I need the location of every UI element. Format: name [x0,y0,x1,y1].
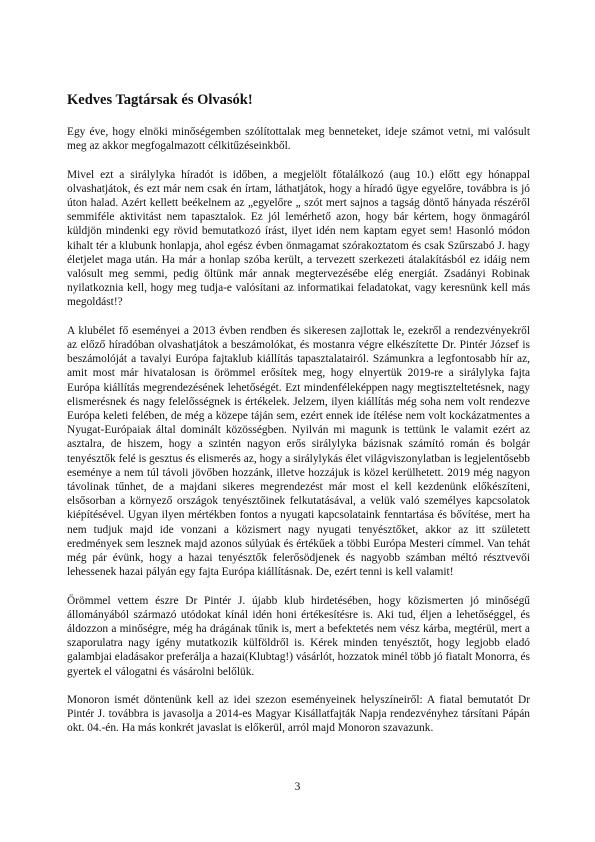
letter-body [67,125,530,750]
paragraph-2: Mivel ezt a sirálylyka híradót is időben, a megjelölt főtalálkozó (aug 10.) előtt egy hónappal olvashatjátok, és ezt már nem csak én írtam, láthatjátok, hogy a híradó ügye egyelőre, továbbra is jó úton halad. Azért kellett beékelnem az „egyelőre „ szót mert sajnos a tagság döntő hányada részéről semmiféle aktivitást nem tapasztalok. Ez jól lemérhető azon, hogy bár kértem, hogy önmagáról küldjön mindenki egy rövid bemutatkozó írást, ilyet idén nem kaptam egyet sem! Hasonló módon kihalt tér a klubunk honlapja, ahol egész évben önmagamat szórakoztatom és csak Szűrszabó J. hagy életjelet maga után. Ha már a honlap szóba került, a tervezett szerkezeti átalakításból ez idáig nem valósult meg semmi, pedig öltünk már annak megtervezésébe elég energiát. Zsadányi Robinak nyilatkoznia kell, hogy meg tudja-e valósítani az informatikai feladatokat, vagy keresnünk kell más megoldást!? [67,168,530,309]
page-number: 3 [294,781,301,793]
paragraph-4: Örömmel vettem észre Dr Pintér J. újabb klub hirdetésében, hogy közismerten jó minőségű állományából származó utódokat kínál idén honi értékesítésre is. Aki tud, éljen a lehetőséggel, és áldozzon a minőségre, még ha drágának tűnik is, mert a befektetés nem vész kárba, megtérül, mert a szaporulatra nagy igény mutatkozik külföldről is. Kérek minden tenyésztőt, hogy legjobb eladó galambjai eladásakor preferálja a hazai(Klubtag!) vásárlót, hozzatok minél több jó fiatalt Monorra, és gyertek el válogatni és vásárolni belőlük. [67,594,530,678]
letter-title: Kedves Tagtársak és Olvasók! [67,92,253,108]
paragraph-5: Monoron ismét döntenünk kell az idei szezon eseményeinek helyszíneiről: A fiatal bemutatót Dr Pintér J. továbbra is javasolja a 2014-es Magyar Kisállatfajták Napja rendezvényhez társítani Pápán okt. 04.-én. Ha más konkrét javaslat is előkerül, arról majd Monoron szavazunk. [67,694,530,735]
paragraph-3: A klubélet fő eseményei a 2013 évben rendben és sikeresen zajlottak le, ezekről a rendezvényekről az előző híradóban olvashatjátok a beszámolókat, és mostanra végre elkészítette Dr. Pintér József is beszámolóját a tavalyi Európa fajtaklub kiállítás tapasztalatairól. Számunkra a legfontosabb hír az, amit most már hivatalosan is örömmel erősítek meg, hogy elnyertük 2019-re a sirálylyka fajta Európa kiállítás megrendezésének lehetőségét. Ezt mindenféleképpen nagy megtiszteltetésnek, nagy elismerésnek és nagy felelősségnek is értékelek. Jelzem, ilyen kiállítás még soha nem volt rendezve Európa keleti felében, de még a közepe táján sem, ezért ennek ide ítélése nem volt kockázatmentes a Nyugat-Európaiak által dominált közösségben. Nyilván mi magunk is tettünk le valamit ezért az asztalra, de hiszem, hogy a szintén nagyon erős sirálylyka bázisnak számító román és bolgár tenyésztők felé is gesztus és elismerés az, hogy a sirálylykás élet világviszonylatban is legjelentősebb eseménye a nem túl távoli jövőben hozzánk, illetve hozzájuk is közel kerülhetett. 2019 még nagyon távolinak tűnhet, de a majdani sikeres megrendezést már most el kell kezdenünk előkészíteni, elsősorban a környező országok tenyésztőinek felkutatásával, a velük való személyes kapcsolatok kiépítésével. Ugyan ilyen mértékben fontos a nyugati kapcsolataink fenntartása és bővítése, mert ha nem tudjuk majd ide vonzani a közismert nagy nyugati tenyésztőket, akkor az itt született eredmények sem lesznek majd azonos súlyúak és értékűek a többi Európa Mesteri címmel. Van tehát még pár évünk, hogy a hazai tenyésztők felerősödjenek és nagyobb számban méltó résztvevői lehessenek hazai pályán egy fajta Európa kiállításnak. De, ezért tenni is kell valamit! [67,324,530,579]
paragraph-1: Egy éve, hogy elnöki minőségemben szólítottalak meg benneteket, ideje számot vetni, mi valósult meg az akkor megfogalmazott célkitűzéseinkből. [67,126,530,153]
